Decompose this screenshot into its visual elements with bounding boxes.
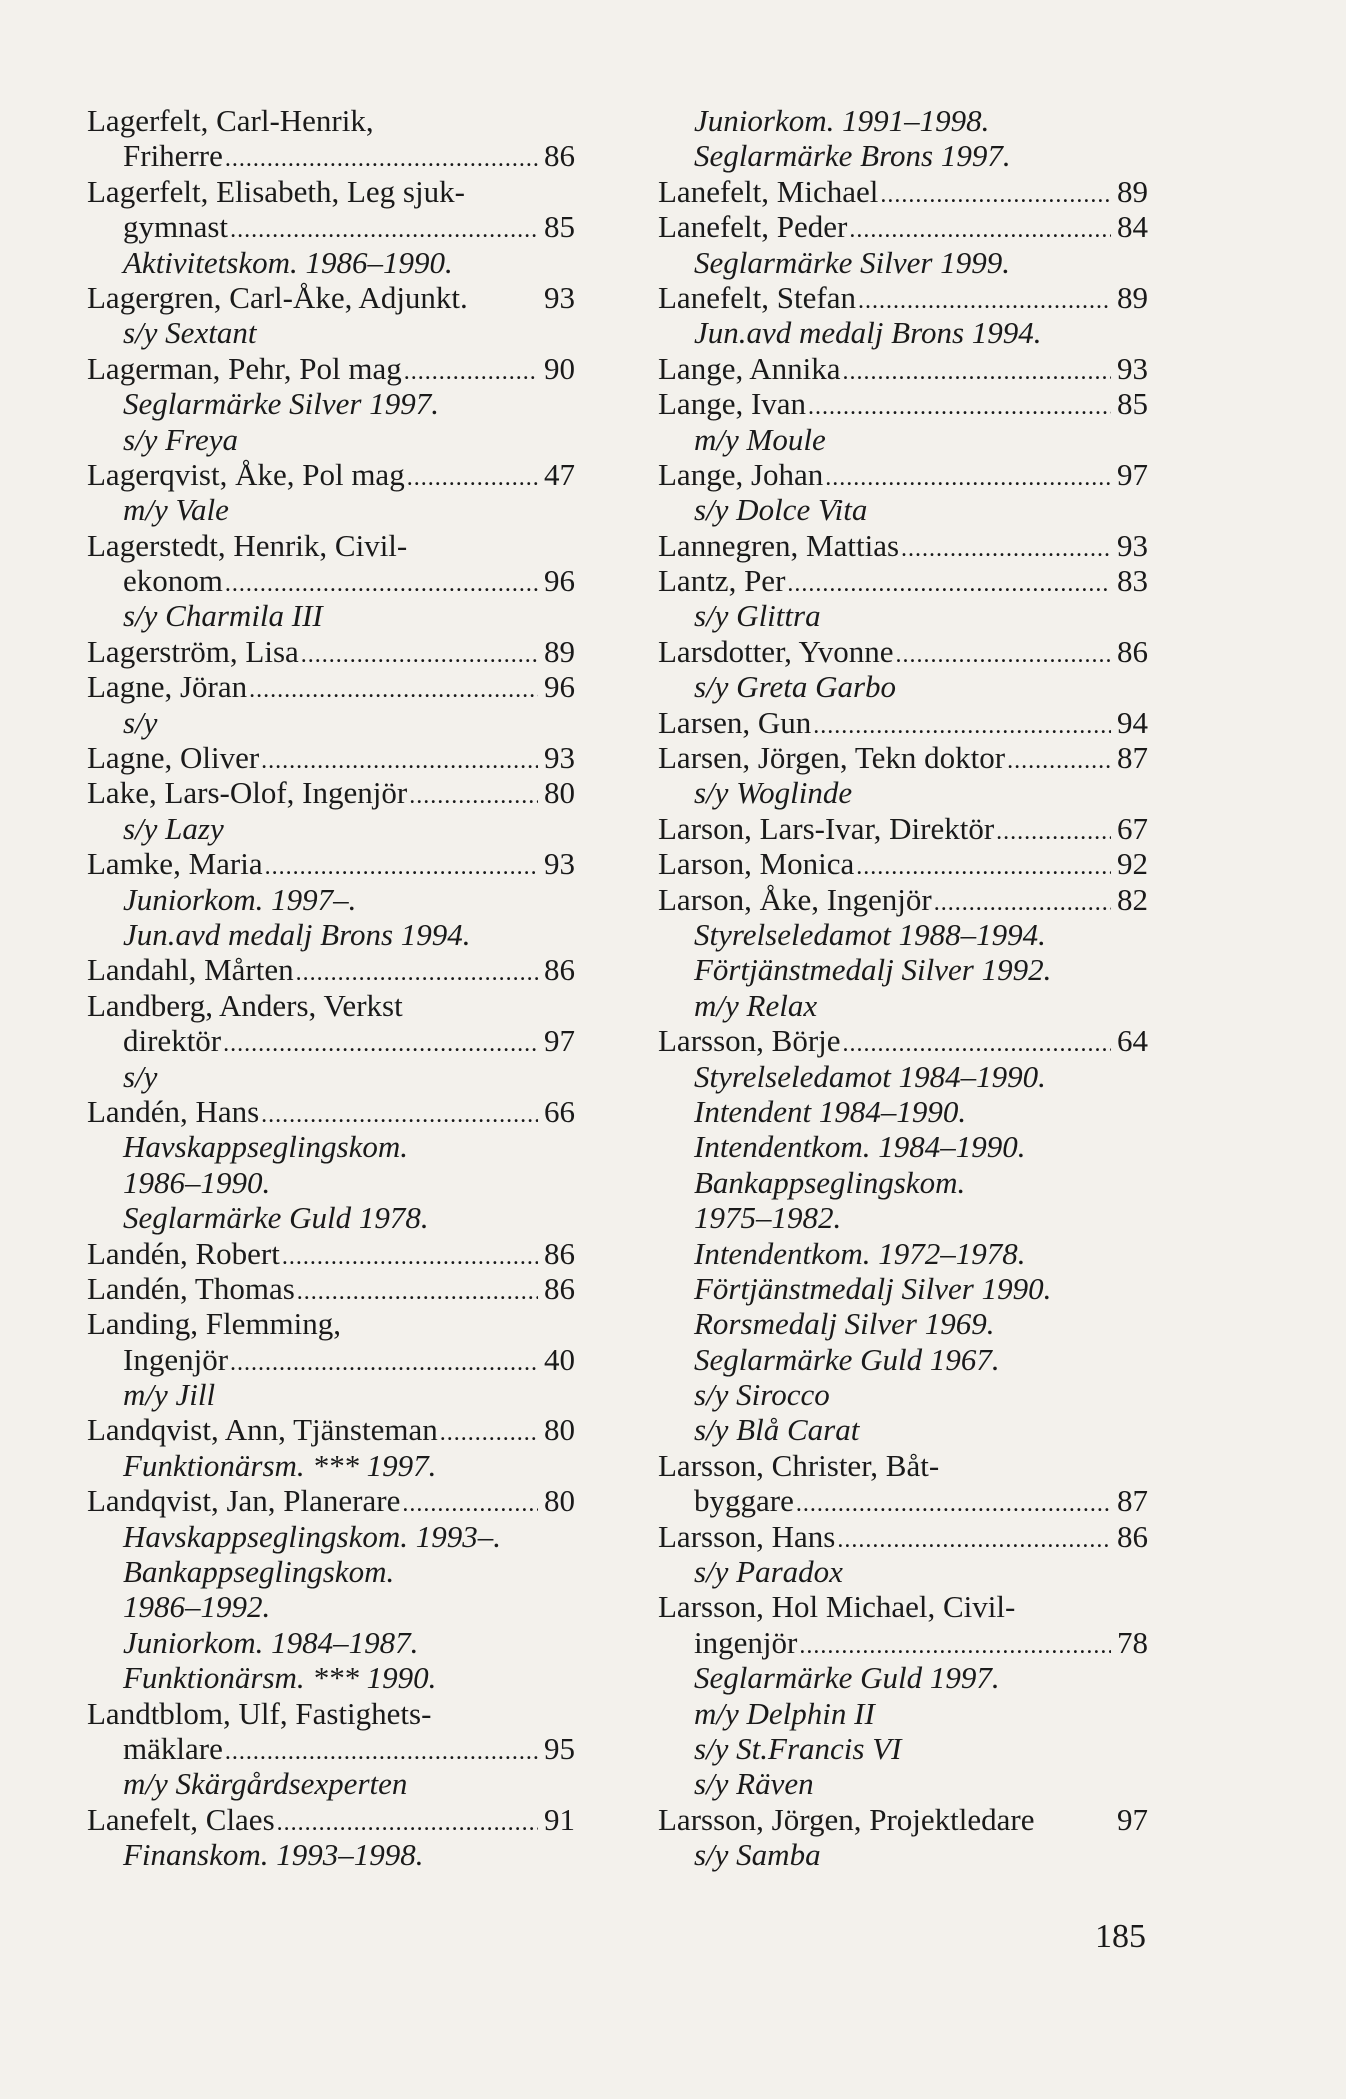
register-note (658, 138, 1148, 173)
entry-text: Friherre (123, 138, 223, 174)
register-note (658, 492, 1148, 527)
entry-page-number: 82 (1117, 881, 1148, 917)
entry-page-number: 94 (1117, 704, 1148, 740)
dot-leader (808, 390, 1111, 425)
register-note (658, 1200, 1148, 1235)
register-entry (87, 1236, 575, 1271)
entry-text: Landén, Robert (87, 1235, 280, 1271)
entry-text: mäklare (123, 1730, 223, 1766)
entry-text: Havskappseglingskom. 1993–. (123, 1518, 501, 1554)
entry-text: s/y Räven (694, 1766, 814, 1802)
entry-page-number: 64 (1117, 1023, 1148, 1059)
entry-text: gymnast (123, 209, 229, 245)
dot-leader (896, 638, 1111, 673)
entry-text: s/y Paradox (694, 1554, 843, 1590)
register-entry (87, 1483, 575, 1518)
register-entry (658, 457, 1148, 492)
entry-page-number: 90 (544, 350, 575, 386)
register-note (658, 422, 1148, 457)
entry-page-number: 86 (1117, 1518, 1148, 1554)
entry-page-number: 89 (1117, 173, 1148, 209)
dot-leader (404, 355, 538, 390)
register-note (87, 1377, 575, 1412)
entry-page-number: 92 (1117, 846, 1148, 882)
entry-text: ingenjör (694, 1624, 798, 1660)
entry-page-number: 93 (544, 279, 575, 315)
register-entry (87, 1696, 575, 1731)
entry-text: s/y Charmila III (123, 598, 323, 634)
register-note (658, 1696, 1148, 1731)
entry-page-number: 78 (1117, 1624, 1148, 1660)
entry-text: m/y Relax (694, 987, 818, 1023)
register-entry (658, 563, 1148, 598)
entry-text: m/y Vale (123, 492, 229, 528)
entry-text: Landén, Thomas (87, 1270, 295, 1306)
register-entry (658, 634, 1148, 669)
register-entry (87, 1271, 575, 1306)
register-note (87, 422, 575, 457)
entry-text: Lanefelt, Michael (658, 173, 879, 209)
entry-text: s/y Dolce Vita (694, 492, 868, 528)
dot-leader (296, 956, 538, 991)
left-column (87, 103, 575, 1873)
register-note (87, 1589, 575, 1624)
dot-leader (856, 850, 1111, 885)
entry-text: Larsen, Gun (658, 704, 812, 740)
register-note (658, 917, 1148, 952)
dot-leader (225, 1735, 538, 1770)
entry-page-number: 83 (1117, 563, 1148, 599)
register-entry (658, 174, 1148, 209)
entry-text: Seglarmärke Guld 1978. (123, 1200, 429, 1236)
register-note (87, 386, 575, 421)
entry-page-number: 86 (544, 952, 575, 988)
register-note (87, 598, 575, 633)
register-note (658, 598, 1148, 633)
entry-text: Lagne, Jöran (87, 669, 248, 705)
register-note (658, 1766, 1148, 1801)
register-note (658, 1059, 1148, 1094)
register-note (658, 1129, 1148, 1164)
dot-leader (402, 1487, 538, 1522)
register-entry (87, 138, 575, 173)
entry-page-number: 86 (544, 1235, 575, 1271)
register-entry (87, 280, 575, 315)
dot-leader (282, 1240, 538, 1275)
register-entry (87, 775, 575, 810)
entry-text: 1975–1982. (694, 1200, 842, 1236)
register-entry (658, 1802, 1148, 1837)
dot-leader (849, 213, 1111, 248)
register-note (87, 882, 575, 917)
register-note (658, 245, 1148, 280)
register-note (658, 1342, 1148, 1377)
dot-leader (440, 1416, 538, 1451)
entry-text: Bankappseglingskom. (694, 1164, 966, 1200)
entry-text: Funktionärsm. *** 1990. (123, 1660, 437, 1696)
register-note (658, 1837, 1148, 1872)
dot-leader (261, 1098, 538, 1133)
entry-text: Styrelseledamot 1984–1990. (694, 1058, 1046, 1094)
dot-leader (301, 638, 538, 673)
entry-text: Seglarmärke Brons 1997. (694, 138, 1011, 174)
dot-leader (787, 567, 1111, 602)
entry-text: m/y Jill (123, 1377, 216, 1413)
entry-page-number: 84 (1117, 209, 1148, 245)
entry-text: Larsson, Hans (658, 1518, 836, 1554)
dot-leader (249, 673, 538, 708)
register-note (658, 775, 1148, 810)
entry-text: Larson, Monica (658, 846, 855, 882)
entry-text: Lake, Lars-Olof, Ingenjör (87, 775, 408, 811)
entry-page-number: 93 (544, 846, 575, 882)
entry-text: Landqvist, Ann, Tjänsteman (87, 1412, 438, 1448)
entry-text: Lagne, Oliver (87, 740, 260, 776)
register-note (87, 1766, 575, 1801)
register-note (87, 917, 575, 952)
register-entry (87, 634, 575, 669)
entry-text: Seglarmärke Silver 1999. (694, 244, 1010, 280)
entry-text: Lange, Johan (658, 456, 824, 492)
entry-text: Jun.avd medalj Brons 1994. (123, 916, 471, 952)
entry-page-number: 97 (544, 1023, 575, 1059)
dot-leader (843, 1027, 1111, 1062)
entry-page-number: 47 (544, 456, 575, 492)
entry-page-number: 80 (544, 775, 575, 811)
dot-leader (265, 850, 538, 885)
entry-page-number: 97 (1117, 456, 1148, 492)
entry-text: s/y Freya (123, 421, 239, 457)
entry-text: Juniorkom. 1984–1987. (123, 1624, 419, 1660)
entry-text: Larsson, Christer, Båt- (658, 1447, 940, 1483)
register-entry (658, 811, 1148, 846)
entry-text: Landén, Hans (87, 1093, 260, 1129)
entry-text: Landberg, Anders, Verkst (87, 987, 403, 1023)
register-entry (87, 1412, 575, 1447)
entry-text: Seglarmärke Silver 1997. (123, 386, 439, 422)
dot-leader (225, 567, 538, 602)
entry-page-number: 89 (1117, 279, 1148, 315)
entry-text: Lagergren, Carl-Åke, Adjunkt. (87, 279, 468, 315)
entry-text: Landing, Flemming, (87, 1306, 342, 1342)
register-entry (658, 1625, 1148, 1660)
register-note (87, 1059, 575, 1094)
dot-leader (799, 1629, 1111, 1664)
register-entry (87, 1094, 575, 1129)
entry-text: Intendent 1984–1990. (694, 1093, 967, 1129)
register-note (658, 1094, 1148, 1129)
entry-text: Larsson, Jörgen, Projektledare (658, 1801, 1035, 1837)
entry-text: Landahl, Mårten (87, 952, 294, 988)
register-entry (658, 1023, 1148, 1058)
register-note (658, 1731, 1148, 1766)
register-entry (658, 209, 1148, 244)
entry-text: Intendentkom. 1984–1990. (694, 1129, 1026, 1165)
entry-text: byggare (694, 1483, 794, 1519)
entry-text: Landtblom, Ulf, Fastighets- (87, 1695, 432, 1731)
entry-text: s/y Blå Carat (694, 1412, 860, 1448)
entry-text: Havskappseglingskom. (123, 1129, 408, 1165)
entry-text: Lantz, Per (658, 563, 786, 599)
entry-text: Förtjänstmedalj Silver 1990. (694, 1270, 1052, 1306)
entry-page-number: 80 (544, 1483, 575, 1519)
register-note (87, 245, 575, 280)
entry-text: s/y Samba (694, 1837, 821, 1873)
entry-page-number: 87 (1117, 740, 1148, 776)
entry-page-number: 86 (1117, 633, 1148, 669)
entry-page-number: 96 (544, 563, 575, 599)
entry-text: s/y Sirocco (694, 1377, 830, 1413)
dot-leader (934, 886, 1111, 921)
entry-text: s/y St.Francis VI (694, 1730, 902, 1766)
dot-leader (813, 709, 1111, 744)
entry-text: s/y Sextant (123, 315, 257, 351)
entry-page-number: 87 (1117, 1483, 1148, 1519)
entry-page-number: 67 (1117, 810, 1148, 846)
dot-leader (858, 284, 1111, 319)
register-entry (87, 1023, 575, 1058)
entry-text: Intendentkom. 1972–1978. (694, 1235, 1026, 1271)
register-note (658, 988, 1148, 1023)
register-note (658, 669, 1148, 704)
entry-text: Larson, Lars-Ivar, Direktör (658, 810, 995, 846)
entry-text: Seglarmärke Guld 1997. (694, 1660, 1000, 1696)
entry-page-number: 85 (544, 209, 575, 245)
register-note (87, 1448, 575, 1483)
register-entry (87, 846, 575, 881)
dot-leader (880, 178, 1111, 213)
register-note (87, 811, 575, 846)
register-entry (658, 882, 1148, 917)
register-entry (87, 563, 575, 598)
register-note (87, 1165, 575, 1200)
entry-text: Bankappseglingskom. (123, 1554, 395, 1590)
right-column (658, 103, 1148, 1873)
entry-text: Lagerfelt, Carl-Henrik, (87, 103, 374, 138)
entry-text: Funktionärsm. *** 1997. (123, 1447, 437, 1483)
dot-leader (223, 1027, 538, 1062)
entry-text: Lagerström, Lisa (87, 633, 299, 669)
entry-text: Juniorkom. 1991–1998. (694, 103, 990, 138)
entry-text: Finanskom. 1993–1998. (123, 1837, 424, 1873)
register-entry (87, 457, 575, 492)
register-note (87, 1837, 575, 1872)
entry-text: s/y Lazy (123, 810, 224, 846)
entry-text: m/y Moule (694, 421, 826, 457)
entry-page-number: 66 (544, 1093, 575, 1129)
entry-text: Landqvist, Jan, Planerare (87, 1483, 401, 1519)
entry-text: 1986–1992. (123, 1589, 271, 1625)
register-note (87, 1129, 575, 1164)
dot-leader (825, 461, 1111, 496)
dot-leader (409, 779, 538, 814)
entry-text: s/y Woglinde (694, 775, 853, 811)
entry-text: Lanefelt, Stefan (658, 279, 856, 315)
register-entry (87, 528, 575, 563)
entry-text: s/y Glittra (694, 598, 821, 634)
register-entry (658, 1519, 1148, 1554)
entry-text: ekonom (123, 563, 223, 599)
register-entry (87, 1802, 575, 1837)
entry-page-number: 95 (544, 1730, 575, 1766)
entry-page-number: 97 (1117, 1801, 1148, 1837)
register-entry (658, 280, 1148, 315)
entry-page-number: 86 (544, 1270, 575, 1306)
entry-text: s/y (123, 1058, 158, 1094)
register-entry (87, 669, 575, 704)
dot-leader (297, 1275, 538, 1310)
dot-leader (225, 142, 538, 177)
register-entry (658, 846, 1148, 881)
register-note (658, 1306, 1148, 1341)
register-note (87, 315, 575, 350)
entry-text: Lanefelt, Claes (87, 1801, 275, 1837)
dot-leader (407, 461, 538, 496)
entry-text: Lange, Annika (658, 350, 841, 386)
register-note (658, 1660, 1148, 1695)
register-note (658, 1236, 1148, 1271)
dot-leader (230, 213, 538, 248)
dot-leader (1007, 744, 1111, 779)
register-entry (87, 209, 575, 244)
dot-leader (843, 355, 1111, 390)
entry-page-number: 40 (544, 1341, 575, 1377)
register-entry (658, 1483, 1148, 1518)
register-note (658, 952, 1148, 987)
register-entry (658, 740, 1148, 775)
entry-text: Larsen, Jörgen, Tekn doktor (658, 740, 1006, 776)
dot-leader (230, 1346, 538, 1381)
register-note (87, 1554, 575, 1589)
entry-page-number: 96 (544, 669, 575, 705)
register-note (87, 1200, 575, 1235)
entry-text: Styrelseledamot 1988–1994. (694, 916, 1046, 952)
entry-text: Lanefelt, Peder (658, 209, 848, 245)
entry-text: 1986–1990. (123, 1164, 271, 1200)
entry-text: Lagerqvist, Åke, Pol mag (87, 456, 405, 492)
register-note (658, 315, 1148, 350)
entry-text: Jun.avd medalj Brons 1994. (694, 315, 1042, 351)
register-entry (87, 988, 575, 1023)
register-entry (658, 351, 1148, 386)
page-number: 185 (1095, 1918, 1146, 1955)
entry-page-number: 93 (544, 740, 575, 776)
register-entry (87, 1306, 575, 1341)
register-entry (87, 1731, 575, 1766)
dot-leader (837, 1523, 1111, 1558)
entry-text: s/y Greta Garbo (694, 669, 897, 705)
register-entry (87, 174, 575, 209)
entry-text: Juniorkom. 1997–. (123, 881, 357, 917)
register-note (658, 1377, 1148, 1412)
register-note (87, 1660, 575, 1695)
entry-page-number: 86 (544, 138, 575, 174)
register-note (658, 103, 1148, 138)
entry-text: Lannegren, Mattias (658, 527, 900, 563)
dot-leader (996, 815, 1111, 850)
register-entry (658, 1448, 1148, 1483)
register-note (87, 1519, 575, 1554)
entry-text: s/y (123, 704, 158, 740)
entry-text: Lagerstedt, Henrik, Civil- (87, 527, 408, 563)
entry-page-number: 93 (1117, 527, 1148, 563)
entry-text: direktör (123, 1023, 222, 1059)
register-entry (87, 952, 575, 987)
entry-page-number: 89 (544, 633, 575, 669)
register-entry (87, 740, 575, 775)
entry-text: Larsson, Hol Michael, Civil- (658, 1589, 1016, 1625)
entry-text: Lamke, Maria (87, 846, 263, 882)
entry-text: m/y Delphin II (694, 1695, 875, 1731)
entry-text: Larsdotter, Yvonne (658, 633, 894, 669)
entry-text: Seglarmärke Guld 1967. (694, 1341, 1000, 1377)
register-note (658, 1554, 1148, 1589)
entry-text: Aktivitetskom. 1986–1990. (123, 244, 453, 280)
entry-text: Lange, Ivan (658, 386, 807, 422)
entry-text: Ingenjör (123, 1341, 229, 1377)
entry-text: Lagerfelt, Elisabeth, Leg sjuk- (87, 173, 465, 209)
register-entry (658, 386, 1148, 421)
register-note (658, 1412, 1148, 1447)
dot-leader (796, 1487, 1111, 1522)
register-entry (87, 1342, 575, 1377)
entry-page-number: 93 (1117, 350, 1148, 386)
entry-page-number: 85 (1117, 386, 1148, 422)
register-entry (87, 351, 575, 386)
dot-leader (261, 744, 538, 779)
register-note (87, 492, 575, 527)
entry-text: Lagerman, Pehr, Pol mag (87, 350, 402, 386)
register-note (87, 705, 575, 740)
register-note (658, 1165, 1148, 1200)
register-entry (658, 705, 1148, 740)
register-entry (658, 1589, 1148, 1624)
register-entry (658, 528, 1148, 563)
entry-text: m/y Skärgårdsexperten (123, 1766, 408, 1802)
register-note (87, 1625, 575, 1660)
entry-text: Förtjänstmedalj Silver 1992. (694, 952, 1052, 988)
dot-leader (277, 1806, 538, 1841)
entry-page-number: 91 (544, 1801, 575, 1837)
entry-page-number: 80 (544, 1412, 575, 1448)
dot-leader (901, 532, 1111, 567)
entry-text: Rorsmedalj Silver 1969. (694, 1306, 995, 1342)
entry-text: Larsson, Börje (658, 1023, 841, 1059)
register-note (658, 1271, 1148, 1306)
register-entry (87, 103, 575, 138)
entry-text: Larson, Åke, Ingenjör (658, 881, 932, 917)
